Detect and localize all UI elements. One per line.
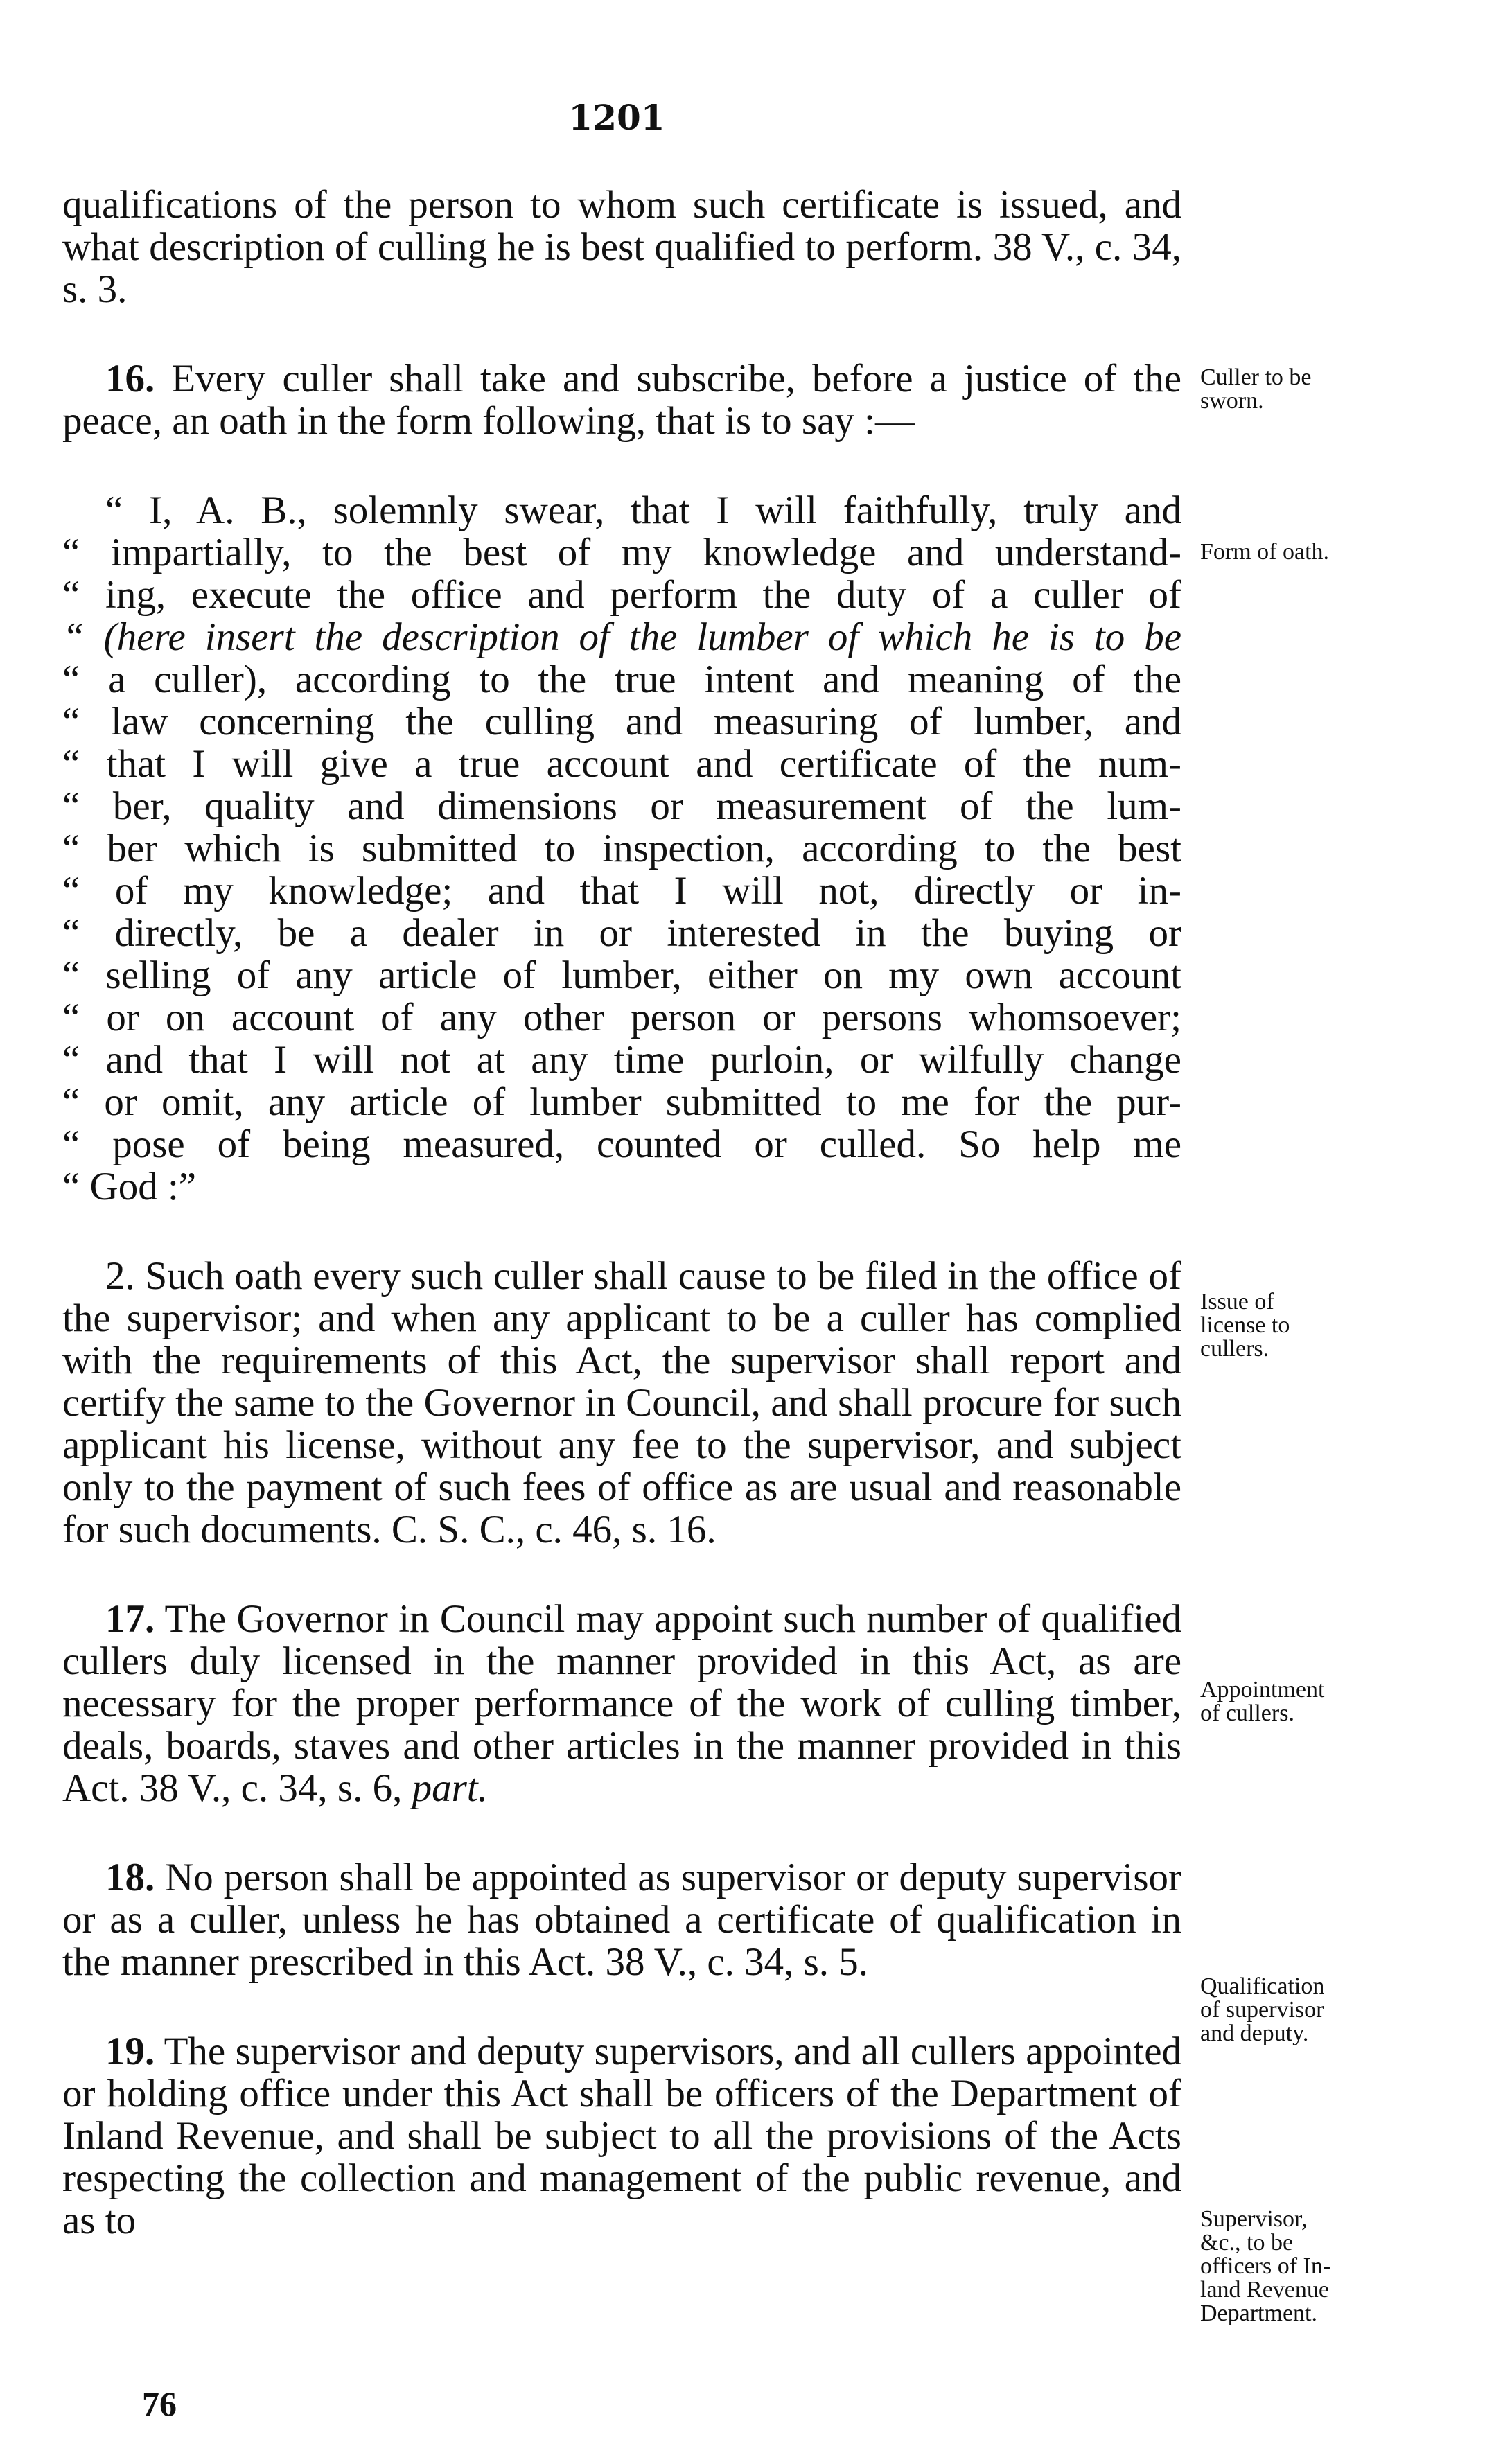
- section-17-part: part.: [412, 1766, 488, 1810]
- oath-line: “ pose of being measured, counted or culled. So help me: [62, 1123, 1181, 1166]
- oath-line: “ and that I will not at any time purloin, or wilfully change: [62, 1038, 1181, 1082]
- section-18-text: No person shall be appointed as supervisor or deputy supervisor or as a culler, unless he has obtained a certificate of qualification in the manner prescribed in this Act. 38 V., c. 34, s. 5.: [62, 1856, 1181, 1984]
- marginal-note-issue-license: [1200, 1290, 1491, 1361]
- section-17-number: 17.: [105, 1597, 155, 1641]
- marginal-line: Form of oath.: [1200, 539, 1330, 565]
- section-17: [62, 1598, 1181, 1809]
- oath-line: “ (here insert the description of the lumber of which he is to be: [62, 615, 1181, 659]
- oath-line: “ that I will give a true account and certificate of the num-: [62, 742, 1181, 786]
- marginal-note-qualification: [1200, 1975, 1491, 2045]
- oath-line: “ I, A. B., solemnly swear, that I will faithfully, truly and: [105, 489, 1181, 532]
- oath-line: “ of my knowledge; and that I will not, directly or in-: [62, 869, 1181, 913]
- oath-line: “ ber which is submitted to inspection, according to the best: [62, 827, 1181, 870]
- marginal-line: Qualification: [1200, 1973, 1325, 1999]
- oath-line: “ ing, execute the office and perform the duty of a culler of: [62, 573, 1181, 617]
- section-17-text: The Governor in Council may appoint such number of qualified cullers duly licensed in the manner provided in this Act, as are necessary for the proper performance of the work of culling timber, deals, boards, staves and other articles in the manner provided in this Act. 38 V., c. 34, s. 6,: [62, 1597, 1181, 1810]
- marginal-line: cullers.: [1200, 1336, 1269, 1362]
- section-18-number: 18.: [105, 1856, 155, 1899]
- marginal-note-appointment: [1200, 1678, 1491, 1725]
- oath-line: “ impartially, to the best of my knowledge and understand-: [62, 531, 1181, 574]
- marginal-line: of supervisor: [1200, 1997, 1324, 2023]
- oath-line: “ a culler), according to the true intent and meaning of the: [62, 658, 1181, 701]
- section-16-number: 16.: [105, 357, 155, 401]
- oath-line: “ ber, quality and dimensions or measurement of the lum-: [62, 784, 1181, 828]
- section-16-subsection-2: 2. Such oath every such culler shall cause to be filed in the office of the supervisor; and when any applicant to be a culler has complied with the requirements of this Act, the supervisor shall report and certify the same to the Governor in Council, and shall procure for such applicant his license, without any fee to the supervisor, and subject only to the payment of such fees of office as are usual and reasonable for such documents. C. S. C., c. 46, s. 16.: [62, 1254, 1181, 1551]
- section-19-text: The supervisor and deputy supervisors, and all cullers appointed or holding office under this Act shall be officers of the Department of Inland Revenue, and shall be subject to all the provisions of the Acts respecting the collection and management of the public revenue, and as to: [62, 2030, 1181, 2242]
- section-18: [62, 1856, 1181, 1983]
- oath-line: “ selling of any article of lumber, either on my own account: [62, 953, 1181, 997]
- oath-line: “ or omit, any article of lumber submitted to me for the pur-: [62, 1080, 1181, 1124]
- body-text: [62, 184, 1181, 2242]
- signature-mark: 76: [142, 2384, 177, 2423]
- section-19: [62, 2030, 1181, 2242]
- oath-line: “ God :”: [62, 1165, 197, 1208]
- intro-paragraph: qualifications of the person to whom such certificate is issued, and what description of culling he is best qualified to perform. 38 V., c. 34, s. 3.: [62, 183, 1181, 311]
- marginal-line: Appointment: [1200, 1677, 1325, 1702]
- oath-line: “ or on account of any other person or persons whomsoever;: [62, 996, 1181, 1039]
- marginal-line: and deputy.: [1200, 2021, 1309, 2046]
- page-number: 1201: [568, 97, 665, 138]
- marginal-line: Culler to be: [1200, 364, 1312, 390]
- marginal-line: license to: [1200, 1312, 1290, 1338]
- marginal-line: Department.: [1200, 2300, 1317, 2326]
- marginal-line: &c., to be: [1200, 2230, 1294, 2255]
- oath-line: “ law concerning the culling and measuring of lumber, and: [62, 700, 1181, 744]
- section-16-text: Every culler shall take and subscribe, before a justice of the peace, an oath in the form following, that is to say :—: [62, 357, 1181, 443]
- marginal-note-form-of-oath: [1200, 540, 1491, 564]
- marginal-line: land Revenue: [1200, 2277, 1329, 2303]
- section-19-number: 19.: [105, 2030, 155, 2073]
- section-16: [62, 358, 1181, 442]
- oath-block: [62, 489, 1181, 1208]
- oath-line: “ directly, be a dealer in or interested in the buying or: [62, 911, 1181, 955]
- marginal-note-supervisor-officers: [1200, 2208, 1491, 2325]
- marginal-line: officers of In-: [1200, 2253, 1331, 2279]
- marginal-note-culler-sworn: [1200, 366, 1491, 413]
- marginal-line: Supervisor,: [1200, 2206, 1308, 2232]
- marginal-line: of cullers.: [1200, 1700, 1294, 1726]
- marginal-line: Issue of: [1200, 1289, 1274, 1314]
- marginal-line: sworn.: [1200, 388, 1264, 414]
